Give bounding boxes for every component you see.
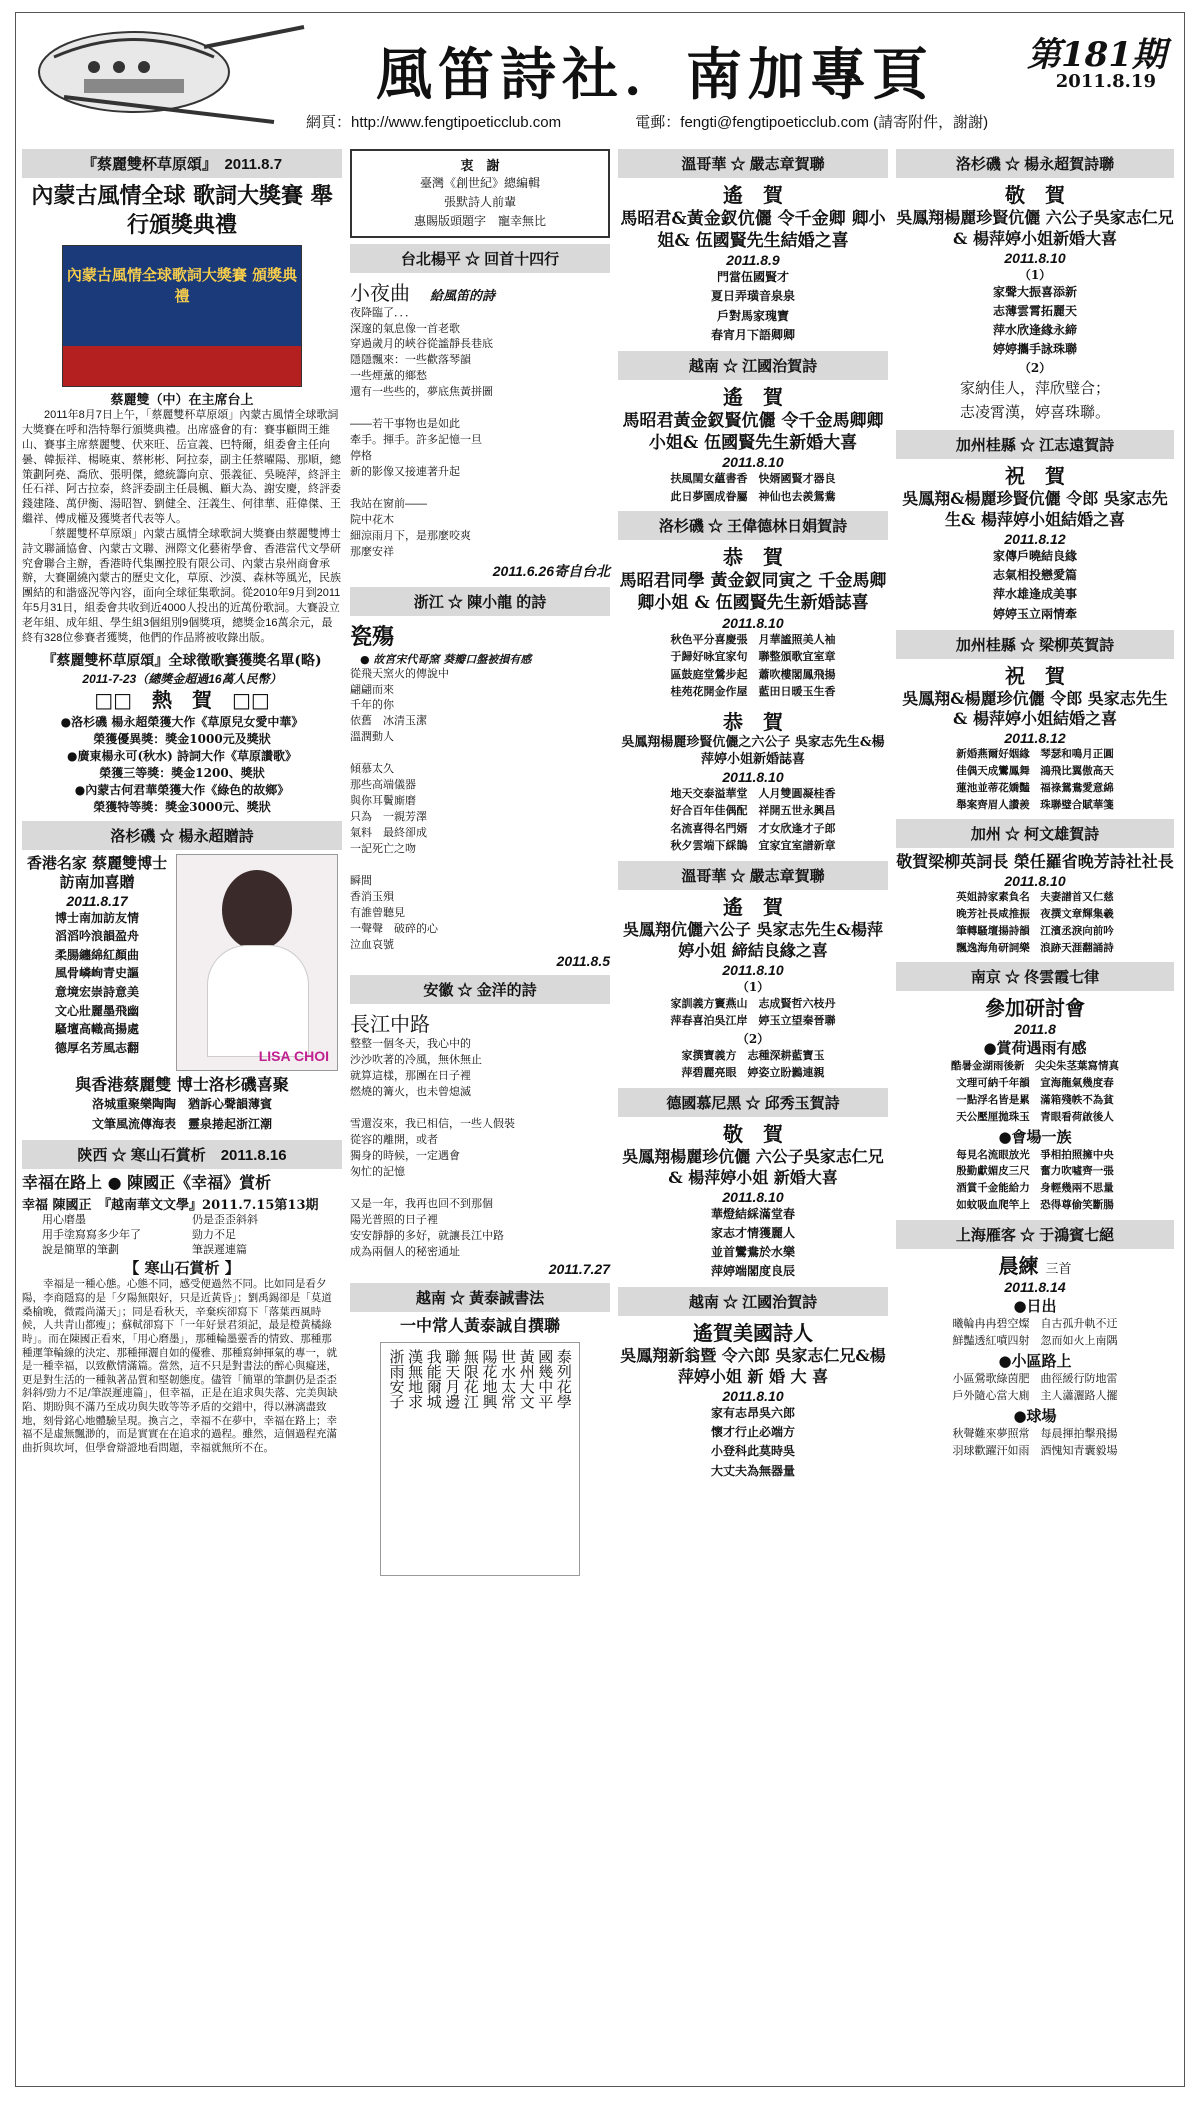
newspaper-page (15, 12, 1185, 2087)
column-2 (350, 143, 610, 1582)
section-bar: 陝西 ☆ 寒山石賞析 2011.8.16 (22, 1140, 342, 1169)
congrats-poem: 家訓義方竇燕山 志成賢哲六枝丹 萍春喜泊吳江岸 婷玉立望秦晉聯 (670, 996, 836, 1028)
congrats-heading: 恭 賀 (723, 545, 783, 570)
contact-line (306, 111, 988, 132)
xingfu-title: 幸福在路上 ● 陳國正《幸福》賞析 (22, 1172, 272, 1192)
congrats-number: （1） (1018, 267, 1052, 282)
congrats-number: （2） (1018, 361, 1052, 376)
poem3-title: 長江中路 (350, 1012, 430, 1037)
email-link[interactable]: 電郵：fengti@fengtipoeticclub.com (請寄附件，謝謝) (635, 114, 989, 131)
prize-title: 『蔡麗雙杯草原頌』全球徵歌賽獲獎名單(略) (42, 652, 322, 669)
section-bar: 『蔡麗雙杯草原頌』 2011.8.7 (22, 149, 342, 178)
section-bar: 溫哥華 ☆ 嚴志章賀聯 (618, 149, 888, 178)
xingfu-subtitle: 幸福 陳國正 『越南華文文學』2011.7.15第13期 (22, 1197, 319, 1213)
poem-subtitle: ●會場一族 (998, 1127, 1072, 1146)
congrats-heading: 遙 賀 (723, 183, 783, 207)
poem-body: 秋聲難來夢照常 每晨揮拍擊飛揚 羽球歡躍汗如雨 酒愧知青囊毅場 (952, 1428, 1118, 1458)
congrats-date: 2011.8.10 (722, 961, 784, 978)
congrats-date: 2011.8.12 (1004, 530, 1066, 547)
congrats-poem: 家撰寶義方 志種深耕藍寶玉 萍碧麗亮眼 婷姿立盼鶼連親 (681, 1048, 825, 1080)
congrats-poem: 門當伍國賢才 夏日弄璜音泉泉 戶對馬家瑰寶 春宵月下語卿卿 (710, 270, 795, 342)
poem-body: 每見名流眼放光 爭相拍照擁中央 殷勤獻媚皮三尺 奮力吹噓齊一張 酒賞千金能給力 身輕幾兩不思量 如蚊吸血爬竿上 恐得尊偷笑斷腸 (956, 1148, 1114, 1212)
poem-date: 2011.8.14 (1004, 1278, 1066, 1295)
section-bar: 越南 ☆ 江國治賀詩 (618, 351, 888, 380)
congrats-body: 吳鳳翔楊麗珍伉儷 六公子吳家志仁兄 & 楊萍婷小姐 新婚大喜 (622, 1147, 884, 1187)
headline: 內蒙古風情全球 歌詞大獎賽 舉行頒獎典禮 (31, 183, 333, 238)
poem1-date: 2011.6.26寄自台北 (492, 562, 610, 579)
hot-congrats: □□ 熱 賀 □□ (94, 687, 270, 712)
section-bar: 南京 ☆ 佟雲霞七律 (896, 962, 1174, 991)
section-bar: 越南 ☆ 黃泰誠書法 (350, 1283, 610, 1312)
hanshan-header: 【 寒山石賞析 】 (124, 1258, 240, 1277)
congrats-date: 2011.8.10 (722, 614, 784, 631)
congrats-poem: 家有志昂吳六郎 懷才行止必端方 小登科此莫時吳 大丈夫為無器量 (710, 1405, 795, 1478)
poem-subtitle: ●小區路上 (998, 1351, 1072, 1370)
congrats-body: 馬昭君黃金釵賢伉儷 令千金馬卿卿小姐& 伍國賢先生新婚大喜 (622, 410, 884, 454)
poem-subtitle: ●賞荷遇雨有感 (983, 1039, 1087, 1058)
poem2-title: 瓷殤 (350, 623, 395, 650)
ceremony-photo (62, 245, 302, 387)
gift2-line2: 文筆風流傳海表 靈泉捲起浙江潮 (91, 1116, 272, 1131)
poem-title: 參加研討會 (985, 996, 1085, 1021)
poem-subtitle: ●日出 (1013, 1296, 1057, 1315)
congrats-poem: 扶風閨女蘊書香 快婿國賢才器良 此日夢園成眷屬 神仙也去羨鴛鴦 (670, 472, 836, 503)
bagpipe-logo (24, 17, 324, 127)
poem-date: 2011.8 (1014, 1021, 1056, 1038)
poem1-title: 小夜曲 (350, 280, 410, 305)
congrats-body: 吳鳳翔楊麗珍賢伉儷之六公子 吳家志先生&楊萍婷小姐新婚誌喜 (621, 734, 885, 767)
gift-title: 香港名家 蔡麗雙博士訪南加喜贈 (26, 853, 168, 892)
congrats-date: 2011.8.10 (1004, 249, 1066, 266)
section-bar: 加州桂縣 ☆ 江志遠賀詩 (896, 430, 1174, 459)
congrats-poem: 家傳戶曉結良緣 志氣相投戀愛篇 萍水雄逢成美事 婷婷玉立兩情牽 (992, 548, 1077, 621)
column-1 (22, 143, 342, 1456)
gift2-line1: 洛城重聚樂陶陶 猶訴心聲韻薄賓 (91, 1097, 272, 1112)
prize-3-award: 榮獲特等獎：獎金3000元、獎狀 (93, 799, 271, 814)
prize-2-award: 榮獲三等獎：獎金1200、獎狀 (99, 765, 265, 780)
gift-date: 2011.8.17 (66, 892, 128, 909)
acknowledgement-box (350, 149, 610, 238)
section-bar: 溫哥華 ☆ 嚴志章賀聯 (618, 861, 888, 890)
section-bar: 洛杉磯 ☆ 楊永超贈詩 (22, 821, 342, 850)
congrats-heading: 遙 賀 (723, 895, 783, 920)
congrats-poem: 英姐詩家素負名 夫妻譜首又仁慈 晚芳社長咸推振 夜撰文章輝集羲 筆轉騷壇揚詩韻 江濱丞淚向前吟 飄逸海角研詞樂 浪跡天涯翻誦詩 (956, 891, 1114, 954)
congrats-body: 吳鳳翔&楊麗珍賢伉儷 令郎 吳家志先生& 楊萍婷小姐結婚之喜 (902, 489, 1168, 530)
congrats-date: 2011.8.10 (722, 1188, 784, 1205)
photo-caption: 蔡麗雙（中）在主席台上 (110, 393, 254, 409)
congrats-poem: 新婚燕爾好姻緣 琴瑟和鳴月正圓 佳偶天成鸞鳳舞 鴻飛比翼傲高天 蓮池並蒂花嬌豔 福祿鴛鴦愛意綿 舉案齊眉人讚羨 珠聯璧合賦華箋 (956, 748, 1114, 811)
prize-1: ●洛杉磯 楊永超榮獲大作《草原兒女愛中華》 (60, 714, 304, 729)
congrats-body: 吳鳳翔新翁暨 令六郎 吳家志仁兄&楊萍婷小姐 新 婚 大 喜 (620, 1346, 886, 1387)
congrats-heading: 祝 賀 (1005, 663, 1065, 688)
gift2-title: 與香港蔡麗雙 博士洛杉磯喜聚 (75, 1074, 289, 1094)
photo-banner-text: 內蒙古風情全球歌詞大獎賽 頒獎典禮 (66, 266, 298, 306)
poem-title: 晨練 (998, 1253, 1039, 1278)
congrats-body: 吳鳳翔楊麗珍賢伉儷 六公子吳家志仁兄 & 楊萍婷小姐新婚大喜 (896, 208, 1174, 248)
congrats-heading: 遙 賀 (723, 384, 783, 409)
poem2-body: 從飛天窯火的傳說中 翩翩而來 千年的你 依舊 冰清玉潔 溫潤動人 傾慕太久 那些高端儀器 與你耳鬢廝磨 只為 一親芳澤 氣料 最終卻成 一記死亡之吻 瞬間 香消玉殞 有誰曾聽見 一聲聲 破碎的心 泣血哀號 (350, 667, 449, 951)
poem-subtitle: ●球場 (1013, 1407, 1057, 1426)
section-bar: 德國慕尼黑 ☆ 邱秀玉賀詩 (618, 1088, 888, 1117)
congrats-date: 2011.8.9 (726, 252, 780, 269)
poem3-body: 整整一個冬天，我心中的 沙沙吹著的冷風，無休無止 就算這樣，那團在日子裡 燃燒的篝火，也未曾熄滅 雪還沒來，我已相信，一些人假裝 從容的離開，或者 獨身的時候，一定遇會 匆忙的記憶 又是一年，我再也回不到那個 陽光普照的日子裡 安安靜靜的多好，就讓長江中路 成為兩個人的秘密通址 (350, 1038, 515, 1258)
issue-date: 2011.8.19 (1055, 71, 1156, 92)
column-4 (896, 143, 1174, 1460)
portrait-photo (176, 854, 338, 1071)
portrait-signature: LISA CHOI (258, 1047, 329, 1064)
congrats-heading: 敬 賀 (1005, 183, 1065, 207)
congrats-poem: 家聲大振喜添新 志薄雲霄拓麗天 萍水欣逢緣永締 婷婷攜手詠珠聯 (992, 284, 1077, 357)
congrats-number: （2） (736, 1031, 770, 1046)
congrats-date: 2011.8.10 (1004, 873, 1066, 890)
calligraphy-title: 一中常人黃泰誠自撰聯 (399, 1315, 560, 1335)
poem2-date: 2011.8.5 (556, 953, 610, 970)
prize-1-award: 榮獲優異獎：獎金1000元及獎狀 (93, 731, 271, 746)
section-bar: 台北楊平 ☆ 回首十四行 (350, 244, 610, 273)
congrats-body: 吳鳳翔伉儷六公子 吳家志先生&楊萍婷小姐 締結良緣之喜 (622, 920, 884, 960)
column-3 (618, 143, 888, 1481)
congrats-heading: 祝 賀 (1005, 464, 1065, 489)
congrats-date: 2011.8.10 (722, 768, 784, 785)
article-body: 2011年8月7日上午，「蔡麗雙杯草原頌」內蒙古風情全球歌詞大獎賽在呼和浩特舉行頒獎典禮。出席盛會的有：賽事顧問王維山、賽事主席蔡麗雙、伏來旺、岳宣義、巴特爾，組委會主任向曇、韓振祥、楊曉東、蔡彬彬、阿拉泰，副主任蔡曜陽、那順，總策劃阿堯、喬欣、張明傑，總統籌向京、張義征、吳曉萍，終評主任石祥、阿古拉泰，終評委副主任晨楓、顧大為、謝安慶，終評委錢建隆、萬伊衡、湯昭智、劉健全、汪義生、何律華、莊偉傑、王繼祥、傅成權及獲獎者代表等人。 (22, 409, 341, 526)
calligraphy-image: 泰列花學 國幾中平 黃州大文 世水太常 陽花地興 無限花江 聯天月邊 我能爾城 漢無地求 浙雨安子 (380, 1342, 580, 1576)
congrats-number: （1） (736, 979, 770, 994)
congrats-poem: 地天交泰溢華堂 人月雙圓凝桂香 好合百年佳偶配 祥開五世永興昌 名流喜得名門婿 才女欣逢才子郎 秋夕雲端下綵鵲 宜家宜室譜新章 (670, 786, 836, 853)
issue-number: 第181期 (1027, 35, 1166, 75)
poem-body: 小區鶯歌綠茵肥 曲徑緩行防地雷 戶外隨心當大廁 主人瀟灑路人擺 (952, 1372, 1118, 1402)
congrats-body: 敬賀梁柳英詞長 榮任羅省晚芳詩社社長 (896, 852, 1174, 872)
congrats-body: 吳鳳翔&楊麗珍伉儷 令郎 吳家志先生& 楊萍婷小姐結婚之喜 (902, 688, 1168, 729)
ack-lines: 臺灣《創世紀》總編輯 張默詩人前輩 惠賜版頭題字 寵幸無比 (413, 176, 546, 229)
section-bar: 洛杉磯 ☆ 王偉德林日娟賀詩 (618, 511, 888, 540)
congrats-heading: 恭 賀 (723, 709, 783, 734)
congrats-body: 馬昭君&黃金釵伉儷 令千金卿 卿小姐& 伍國賢先生結婚之喜 (620, 209, 886, 252)
congrats-date: 2011.8.10 (722, 454, 784, 471)
prize-3: ●內蒙古何君華榮獲大作《綠色的故鄉》 (74, 782, 290, 797)
poem-count: 三首 (1045, 1261, 1072, 1277)
poem-body: 酷暑金湖雨後新 尖尖朱茎葉寫情真 文理可納千年韻 宣海龍氣幾度春 一點浮名皆是累 滿箱殘帙不為貧 天公壓厘拋珠玉 青眼看荷啟後人 (951, 1060, 1119, 1123)
congrats-heading: 敬 賀 (723, 1122, 783, 1146)
congrats-couplet: 家納佳人，萍欣璧合； 志凌霄漢，婷喜珠聯。 (959, 379, 1110, 422)
section-bar: 洛杉磯 ☆ 楊永超賀詩聯 (896, 149, 1174, 178)
congrats-body: 馬昭君同學 黃金釵同寅之 千金馬卿卿小姐 & 伍國賢先生新婚誌喜 (619, 571, 887, 614)
poem-body: 曦輪冉冉碧空燦 自古孤升軌不迂 鮮豔透紅噴四射 忽而如火上南隅 (952, 1317, 1118, 1347)
section-bar: 加州桂縣 ☆ 梁柳英賀詩 (896, 630, 1174, 659)
masthead-title: 風笛詩社．南加專頁 (376, 42, 934, 108)
poem1-body: 夜降臨了．．． 深邃的氣息像一首老歌 穿過歲月的峽谷從謐靜長巷底 隱隱飄來：一些歡落琴韻 一些煙薰的鄉愁 還有一些些的，夢底焦黃拼圖 ——若干事物也是如此 牽手。揮手。許多記憶一旦 停格 新的影像又接連著升起 我站在窗前—— 院中花木 細涼雨月下，是那麼咬爽 那麼安祥 (350, 306, 493, 558)
section-bar: 浙江 ☆ 陳小龍 的詩 (350, 587, 610, 616)
poem3-date: 2011.7.27 (548, 1260, 610, 1277)
congrats-poem: 華燈結綵滿堂春 家志才情獲麗人 並首鸞鴦於水樂 萍婷端閣度良辰 (710, 1206, 795, 1279)
gift-poem: 博士南加訪友情 滔滔吟浪韻盈舟 柔腸纏綿紅顏曲 風骨嶙峋青史謳 意境宏崇詩意美 文心壯麗墨飛幽 騷壇高幟高揚處 德厚名芳風志翻 (54, 910, 139, 1055)
website-link[interactable]: 網頁：http://www.fengtipoeticclub.com (306, 114, 562, 131)
essay-body: 幸福是一種心態。心態不同，感受便過然不同。比如同是看夕陽，李商隱寫的是「夕陽無限好，只是近黃昏」；劉禹錫卻是「莫道桑榆晚，微霞尚滿天」；同是看秋天，辛棄疾卻寫下「落葉西風時候，人共青山都瘦」；蘇軾卻寫下「一年好景君須記，最是橙黃橘綠時」。而在陳國正看來，「用心磨墨」，那種輪墨靈香的情致、那種那種運筆輪線的決定、那種揮灑自如的優雅、那種寫紳揮氣的專一，就是一種幸福，以致歡情滿篇。當然，這不只是對書法的醉心與癡迷，更是對生活的一種執著品質和堅韌態度。儘管「簡單的筆劃仍是歪歪斜斜/勁力不足/筆誤遲連篇」，但幸福，正是在追求與失落、完美與缺陷、期盼與不滿乃至成功與失敗等等矛盾的交錯中，得以淋漓盡致地，刻骨銘心地體驗呈現。換言之，幸福不在夢中，幸福在路上；幸福不是虛無飄渺的，而是實實在在追求的過程。雖然，這個過程充滿曲折與坎坷，但學會辯證地看問題，幸福就無所不在。 (22, 1278, 338, 1455)
section-bar: 加州 ☆ 柯文雄賀詩 (896, 819, 1174, 848)
masthead (16, 13, 1184, 141)
section-bar: 上海雁客 ☆ 于鴻賓七絕 (896, 1220, 1174, 1249)
congrats-date: 2011.8.12 (1004, 730, 1066, 747)
congrats-date: 2011.8.10 (722, 1387, 784, 1404)
prize-subtitle: 2011-7-23（總獎金超過16萬人民幣） (82, 671, 282, 686)
poem2-subtitle: ● 故宮宋代哥窯 葵瓣口盤被損有感 (360, 652, 532, 666)
section-bar: 安徽 ☆ 金洋的詩 (350, 975, 610, 1004)
prize-2: ●廣東楊永可(秋水) 詩詞大作《草原讚歌》 (66, 748, 297, 763)
article-body-2: 「蔡麗雙杯草原頌」內蒙古風情全球歌詞大獎賽由蔡麗雙博士詩文聯誦協會、內蒙古文聯、洲際文化藝術學會、香港當代文學研究會聯合主辦，香港時代集團控股有限公司、內蒙古泉州商會承辦，大賽圍繞內蒙古的歷史文化，草原、沙漠、森林等風光，民族團結的和諧盛況等內容，面向全球征集歌詞。從2010年9月到2011年5月31日，組委會共收到近4000人投出的近萬份歌詞。大賽設立老年組、成年組、學生組3個組別9個獎項，總獎金16萬余元，最終有328位參賽者獲獎，他們的作品將被收錄出版。 (22, 527, 341, 644)
congrats-heading: 遙賀美國詩人 (693, 1321, 813, 1346)
poem1-subtitle: 給風笛的詩 (430, 288, 496, 304)
ack-title: 衷 謝 (460, 159, 500, 174)
xingfu-poem: 用心磨墨 用手塗寫寫多少年了 說是簡單的筆劃 仍是歪歪斜斜 勁力不足 筆誤遲連篇 (42, 1213, 258, 1257)
section-bar: 越南 ☆ 江國治賀詩 (618, 1287, 888, 1316)
congrats-poem: 秋色平分喜慶張 月華謐照美人袖 于歸好咏宜家句 聯整頒歌宜室章 區鼓庭堂鶯步起 蕭吹樓閣鳳飛揚 桂苑花開金作屋 藍田日暖玉生香 (670, 632, 836, 699)
